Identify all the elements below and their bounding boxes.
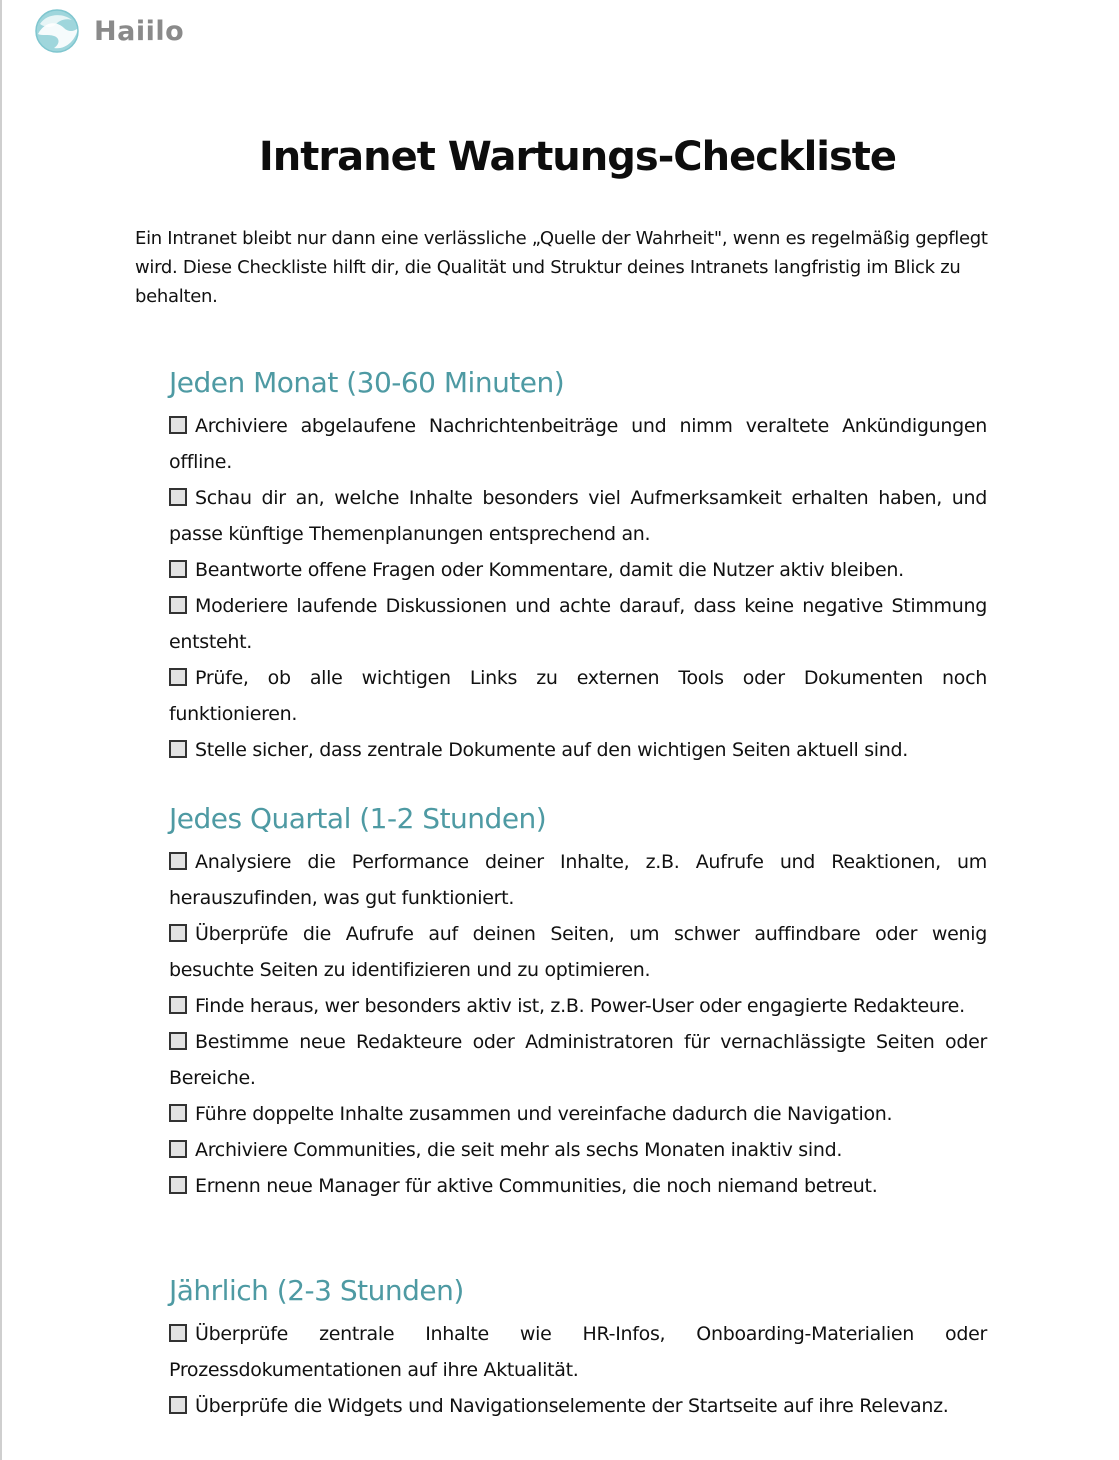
checklist-item-text: Führe doppelte Inhalte zusammen und vereinfache dadurch die Navigation. [195, 1103, 893, 1125]
checklist-item [169, 588, 987, 660]
checkbox-icon[interactable] [169, 596, 187, 614]
checkbox-icon[interactable] [169, 1032, 187, 1050]
checklist-item [169, 1168, 987, 1204]
checklist-item-text: Ernenn neue Manager für aktive Communities, die noch niemand betreut. [195, 1175, 878, 1197]
checkbox-icon[interactable] [169, 1104, 187, 1122]
section-heading-quarterly: Jedes Quartal (1-2 Stunden) [169, 802, 547, 835]
intro-paragraph: Ein Intranet bleibt nur dann eine verlässliche „Quelle der Wahrheit", wenn es regelmäßig gepflegt wird. Diese Checkliste hilft dir, die Qualität und Struktur deines Intranets langfristig im Blick zu behalten. [135, 228, 988, 307]
brand-header [34, 8, 184, 54]
checklist-item-text: Schau dir an, welche Inhalte besonders viel Aufmerksamkeit erhalten haben, und passe künftige Themenplanungen entsprechend an. [169, 487, 987, 545]
checkbox-icon[interactable] [169, 668, 187, 686]
checklist-item [169, 844, 987, 916]
checklist-item-text: Archiviere Communities, die seit mehr als sechs Monaten inaktiv sind. [195, 1139, 843, 1161]
checkbox-icon[interactable] [169, 560, 187, 578]
checklist-quarterly [169, 844, 987, 1204]
checklist-item [169, 408, 987, 480]
checklist-item [169, 916, 987, 988]
checkbox-icon[interactable] [169, 924, 187, 942]
checklist-item-text: Moderiere laufende Diskussionen und achte darauf, dass keine negative Stimmung entsteht. [169, 595, 987, 653]
checklist-item-text: Finde heraus, wer besonders aktiv ist, z.B. Power-User oder engagierte Redakteure. [195, 995, 965, 1017]
checkbox-icon[interactable] [169, 1176, 187, 1194]
section-heading-yearly: Jährlich (2-3 Stunden) [169, 1274, 464, 1307]
checkbox-icon[interactable] [169, 488, 187, 506]
checklist-item [169, 1132, 987, 1168]
checklist-item-text: Archiviere abgelaufene Nachrichtenbeiträge und nimm veraltete Ankündigungen offline. [169, 415, 987, 473]
checklist-item [169, 1316, 987, 1388]
checkbox-icon[interactable] [169, 996, 187, 1014]
checklist-item-text: Analysiere die Performance deiner Inhalte, z.B. Aufrufe und Reaktionen, um herauszufinden, was gut funktioniert. [169, 851, 987, 909]
checklist-item-text: Überprüfe die Aufrufe auf deinen Seiten, um schwer auffindbare oder wenig besuchte Seiten zu identifizieren und zu optimieren. [169, 923, 987, 981]
page-edge [0, 0, 2, 1460]
checklist-item [169, 1388, 987, 1424]
section-monthly [169, 366, 987, 768]
page-title: Intranet Wartungs-Checkliste [258, 134, 897, 180]
checklist-item [169, 480, 987, 552]
checklist-item [169, 552, 987, 588]
checklist-item-text: Stelle sicher, dass zentrale Dokumente auf den wichtigen Seiten aktuell sind. [195, 739, 909, 761]
haiilo-logo-icon [34, 8, 80, 54]
checkbox-icon[interactable] [169, 740, 187, 758]
checkbox-icon[interactable] [169, 1140, 187, 1158]
checkbox-icon[interactable] [169, 1324, 187, 1342]
checklist-item-text: Überprüfe die Widgets und Navigationselemente der Startseite auf ihre Relevanz. [195, 1395, 949, 1417]
checklist-item [169, 660, 987, 732]
checkbox-icon[interactable] [169, 852, 187, 870]
checklist-monthly [169, 408, 987, 768]
checklist-item-text: Beantworte offene Fragen oder Kommentare, damit die Nutzer aktiv bleiben. [195, 559, 904, 581]
checkbox-icon[interactable] [169, 416, 187, 434]
checklist-yearly [169, 1316, 987, 1424]
checklist-item [169, 988, 987, 1024]
section-quarterly [169, 802, 987, 1204]
section-yearly [169, 1274, 987, 1424]
checklist-item [169, 1024, 987, 1096]
checklist-item [169, 1096, 987, 1132]
checklist-item-text: Überprüfe zentrale Inhalte wie HR-Infos, Onboarding-Materialien oder Prozessdokumentationen auf ihre Aktualität. [169, 1323, 987, 1381]
checkbox-icon[interactable] [169, 1396, 187, 1414]
brand-name: Haiilo [94, 15, 185, 47]
checklist-item-text: Prüfe, ob alle wichtigen Links zu externen Tools oder Dokumenten noch funktionieren. [169, 667, 987, 725]
section-heading-monthly: Jeden Monat (30-60 Minuten) [169, 366, 565, 399]
checklist-item-text: Bestimme neue Redakteure oder Administratoren für vernachlässigte Seiten oder Bereiche. [169, 1031, 987, 1089]
checklist-item [169, 732, 987, 768]
